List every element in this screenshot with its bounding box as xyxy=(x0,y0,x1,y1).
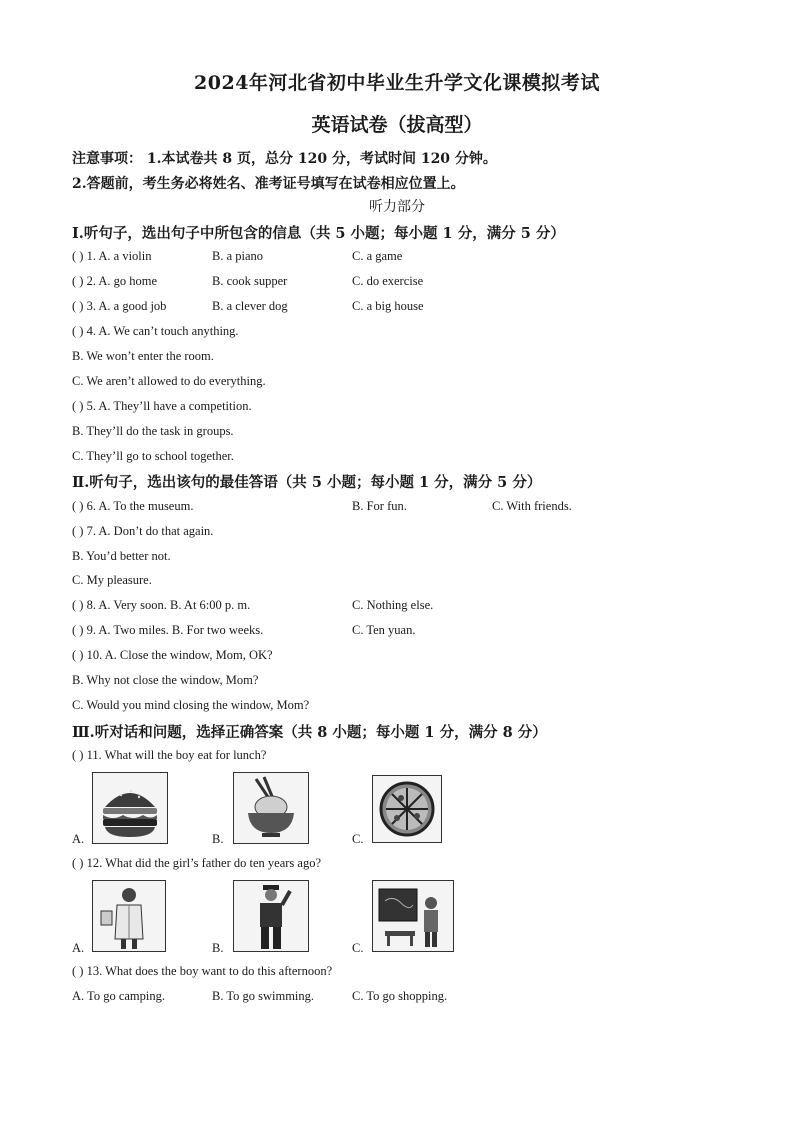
q1-option-b: B. a piano xyxy=(212,249,264,263)
notice-line-2: 2.答题前，考生务必将姓名、准考证号填写在试卷相应位置上。 xyxy=(72,176,465,192)
q12-label-c: C. xyxy=(352,941,364,955)
notice-line-1: 注意事项： 1.本试卷共 8 页，总分 120 分，考试时间 120 分钟。 xyxy=(72,151,497,167)
q4-option-c: C. We aren’t allowed to do everything. xyxy=(72,374,266,388)
q2-option-c: C. do exercise xyxy=(352,274,424,288)
q10-option-b: B. Why not close the window, Mom? xyxy=(72,673,259,687)
q13-option-b: B. To go swimming. xyxy=(212,989,315,1003)
hamburger-icon xyxy=(93,773,167,843)
q7-option-c: C. My pleasure. xyxy=(72,573,152,587)
pizza-icon xyxy=(373,776,441,842)
police-officer-picture xyxy=(233,880,309,952)
q6-option-a: ( ) 6. A. To the museum. xyxy=(72,499,194,513)
q6-option-c: C. With friends. xyxy=(492,499,572,513)
teacher-icon xyxy=(373,881,453,951)
q10-option-a: ( ) 10. A. Close the window, Mom, OK? xyxy=(72,648,273,662)
q9-option-c: C. Ten yuan. xyxy=(352,623,416,637)
teacher-picture xyxy=(372,880,454,952)
q4-option-a: ( ) 4. A. We can’t touch anything. xyxy=(72,324,239,338)
police-officer-icon xyxy=(234,881,308,951)
doctor-picture xyxy=(92,880,166,952)
q6-option-b: B. For fun. xyxy=(352,499,407,513)
q12-stem: ( ) 12. What did the girl’s father do ten years ago? xyxy=(72,856,321,870)
q12-label-b: B. xyxy=(212,941,224,955)
q3-option-b: B. a clever dog xyxy=(212,299,288,313)
listening-part-title: 听力部分 xyxy=(369,199,425,215)
q11-label-a: A. xyxy=(72,832,85,846)
q3-option-c: C. a big house xyxy=(352,299,424,313)
q1-option-a: ( ) 1. A. a violin xyxy=(72,249,152,263)
q1-option-c: C. a game xyxy=(352,249,403,263)
q9-option-ab: ( ) 9. A. Two miles. B. For two weeks. xyxy=(72,623,264,637)
q5-option-c: C. They’ll go to school together. xyxy=(72,449,234,463)
doctor-icon xyxy=(93,881,165,951)
q13-option-c: C. To go shopping. xyxy=(352,989,448,1003)
q2-option-a: ( ) 2. A. go home xyxy=(72,274,158,288)
q4-option-b: B. We won’t enter the room. xyxy=(72,349,214,363)
q12-label-a: A. xyxy=(72,941,85,955)
exam-subtitle: 英语试卷（拔高型） xyxy=(311,114,483,136)
q5-option-b: B. They’ll do the task in groups. xyxy=(72,424,234,438)
q8-option-ab: ( ) 8. A. Very soon. B. At 6:00 p. m. xyxy=(72,598,251,612)
q13-stem: ( ) 13. What does the boy want to do this afternoon? xyxy=(72,964,333,978)
pizza-picture xyxy=(372,775,442,843)
rice-bowl-icon xyxy=(234,773,308,843)
q7-option-b: B. You’d better not. xyxy=(72,549,171,563)
q11-label-b: B. xyxy=(212,832,224,846)
hamburger-picture xyxy=(92,772,168,844)
section-1-heading: Ⅰ.听句子，选出句子中所包含的信息（共 5 小题；每小题 1 分，满分 5 分） xyxy=(72,225,565,242)
q7-option-a: ( ) 7. A. Don’t do that again. xyxy=(72,524,214,538)
rice-bowl-picture xyxy=(233,772,309,844)
q5-option-a: ( ) 5. A. They’ll have a competition. xyxy=(72,399,252,413)
q2-option-b: B. cook supper xyxy=(212,274,288,288)
exam-title: 2024年河北省初中毕业生升学文化课模拟考试 xyxy=(194,72,600,94)
section-2-heading: Ⅱ.听句子，选出该句的最佳答语（共 5 小题；每小题 1 分，满分 5 分） xyxy=(72,474,542,491)
q10-option-c: C. Would you mind closing the window, Mom? xyxy=(72,698,310,712)
q13-option-a: A. To go camping. xyxy=(72,989,165,1003)
q11-label-c: C. xyxy=(352,832,364,846)
section-3-heading: Ⅲ.听对话和问题，选择正确答案（共 8 小题；每小题 1 分，满分 8 分） xyxy=(72,724,547,741)
q11-stem: ( ) 11. What will the boy eat for lunch? xyxy=(72,748,267,762)
q8-option-c: C. Nothing else. xyxy=(352,598,434,612)
q3-option-a: ( ) 3. A. a good job xyxy=(72,299,167,313)
